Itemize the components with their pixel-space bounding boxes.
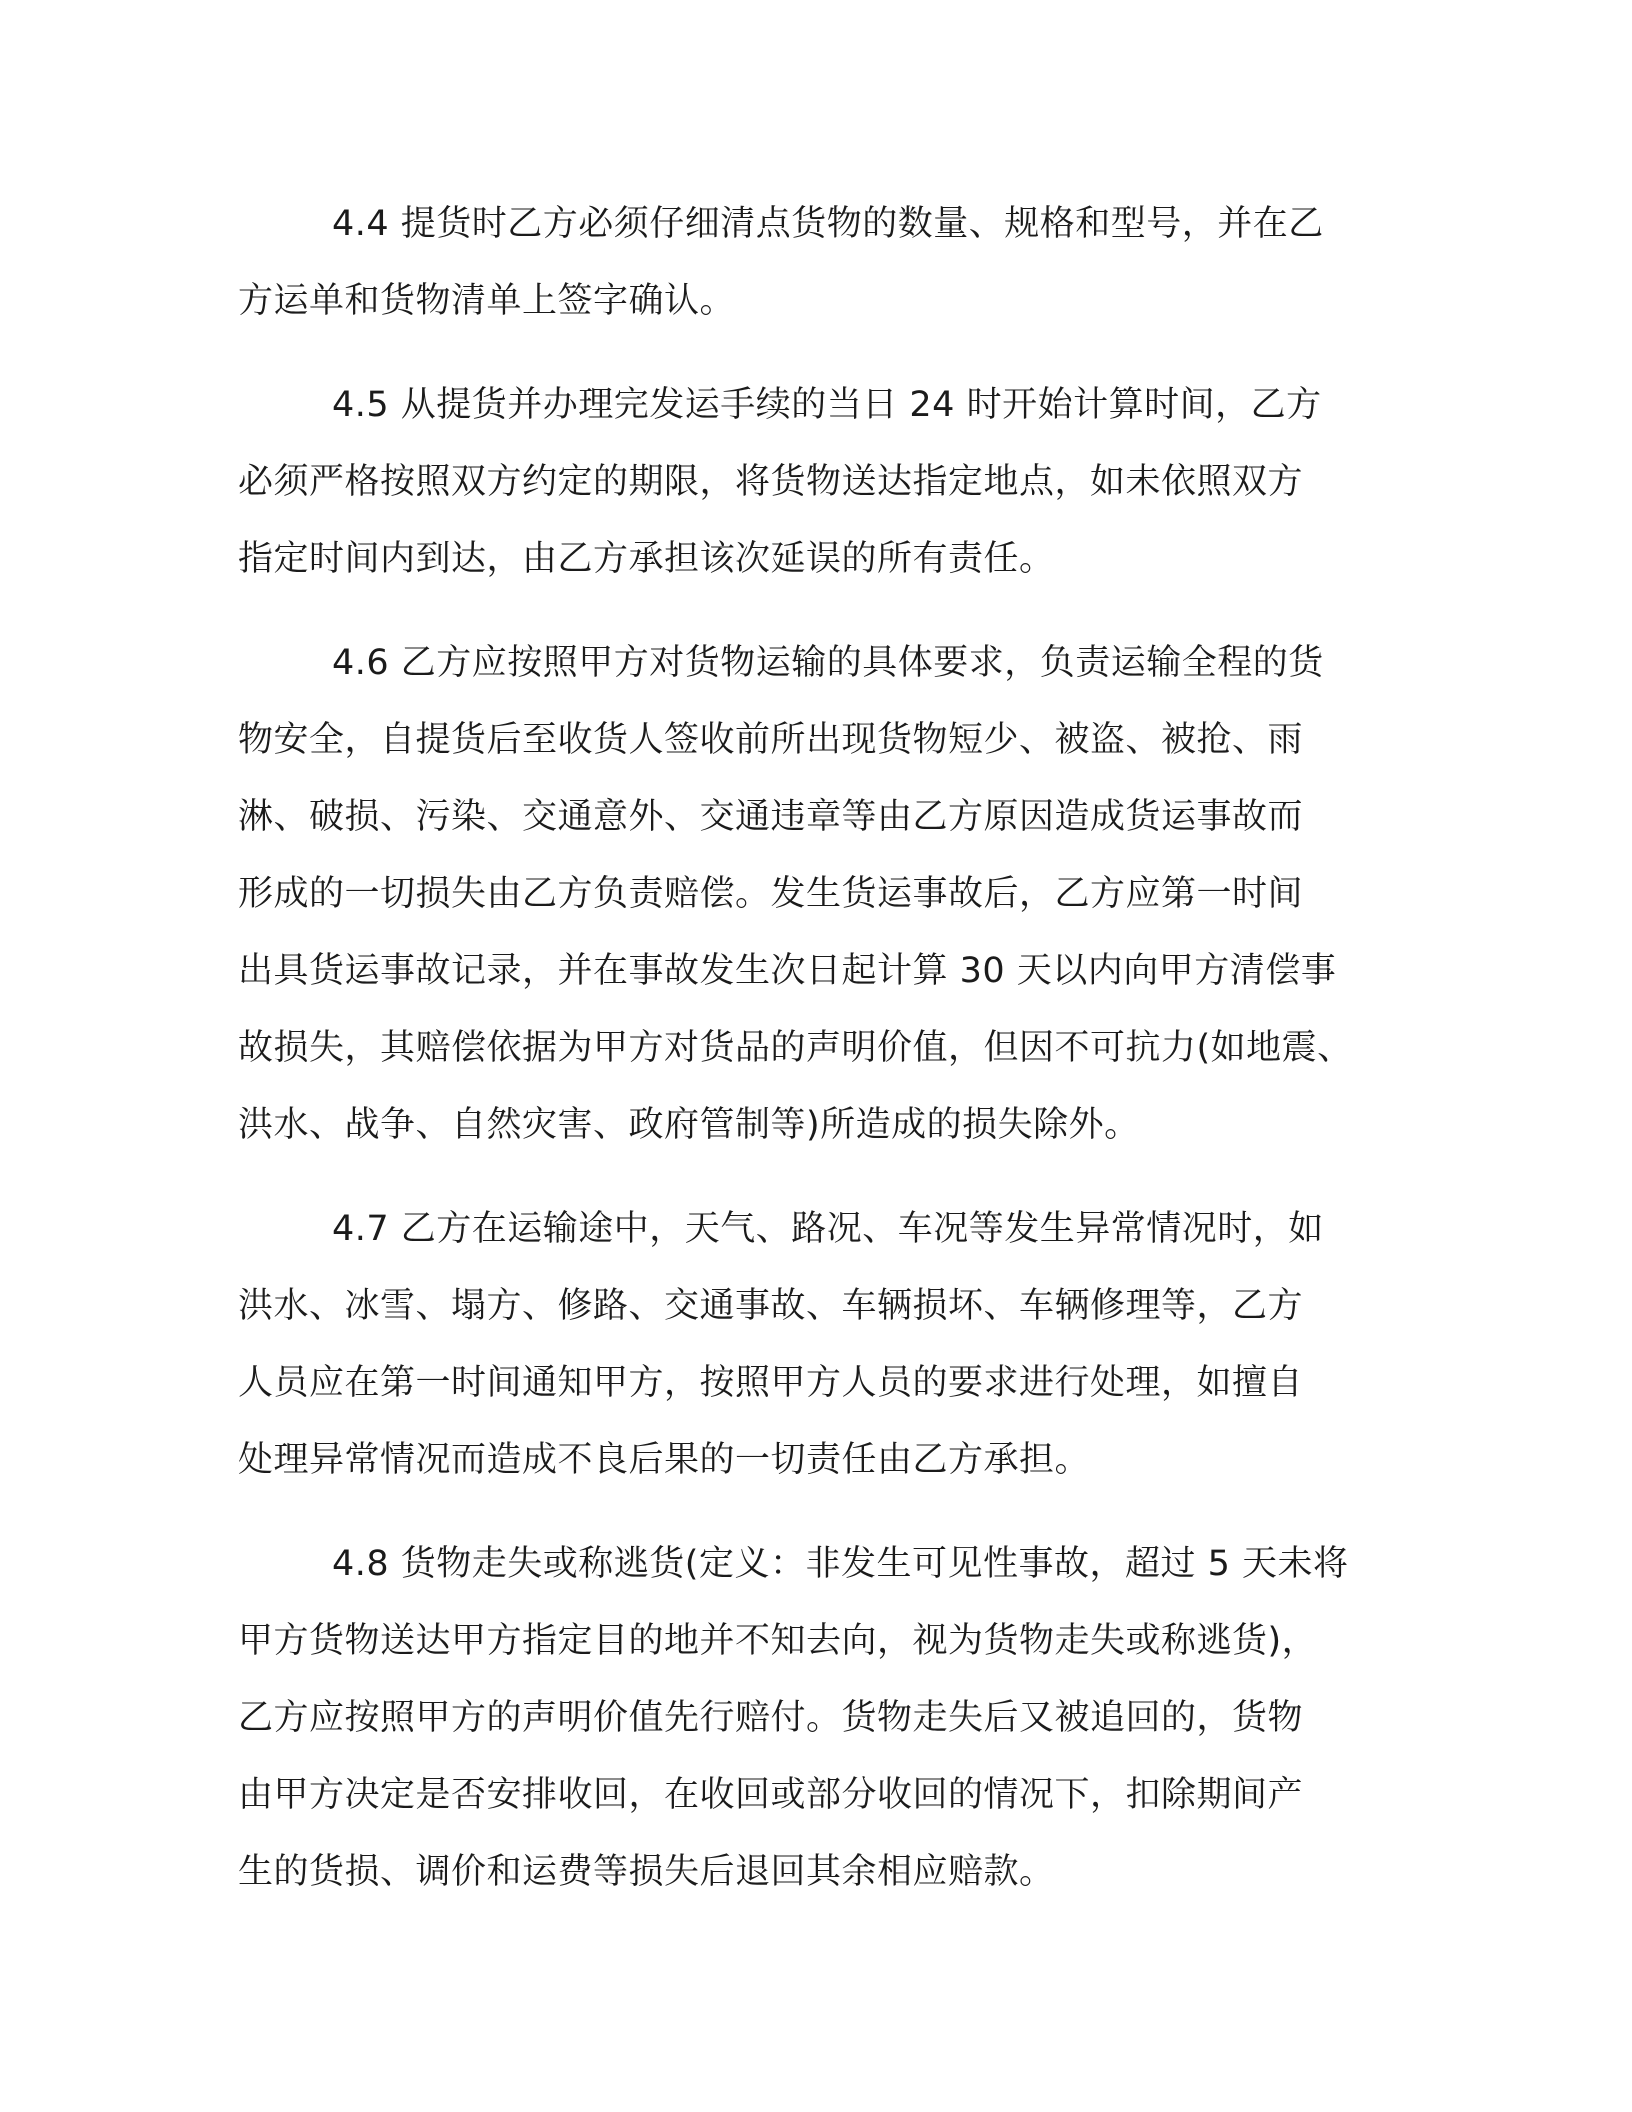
text-line: 淋、破损、污染、交通意外、交通违章等由乙方原因造成货运事故而 [238, 797, 1304, 837]
text-line: 出具货运事故记录，并在事故发生次日起计算 30 天以内向甲方清偿事 [238, 951, 1337, 991]
text-line: 由甲方决定是否安排收回，在收回或部分收回的情况下，扣除期间产 [238, 1775, 1304, 1815]
text-line: 4.6 乙方应按照甲方对货物运输的具体要求，负责运输全程的货 [332, 643, 1324, 683]
text-line: 方运单和货物清单上签字确认。 [238, 281, 736, 321]
text-line: 指定时间内到达，由乙方承担该次延误的所有责任。 [238, 539, 1055, 579]
text-line: 处理异常情况而造成不良后果的一切责任由乙方承担。 [238, 1440, 1091, 1480]
text-line: 4.8 货物走失或称逃货(定义：非发生可见性事故，超过 5 天未将 [332, 1544, 1349, 1584]
text-line: 人员应在第一时间通知甲方，按照甲方人员的要求进行处理，如擅自 [238, 1363, 1304, 1403]
text-line: 4.5 从提货并办理完发运手续的当日 24 时开始计算时间，乙方 [332, 385, 1322, 425]
clause-4-7 [238, 1191, 1388, 1499]
text-line: 物安全，自提货后至收货人签收前所出现货物短少、被盗、被抢、雨 [238, 720, 1304, 760]
clause-4-8 [238, 1526, 1388, 1911]
clause-4-4 [238, 186, 1388, 340]
clause-4-5 [238, 367, 1388, 598]
text-line: 洪水、冰雪、塌方、修路、交通事故、车辆损坏、车辆修理等，乙方 [238, 1286, 1304, 1326]
text-line: 形成的一切损失由乙方负责赔偿。发生货运事故后，乙方应第一时间 [238, 874, 1304, 914]
clause-4-6 [238, 625, 1388, 1164]
text-line: 4.4 提货时乙方必须仔细清点货物的数量、规格和型号，并在乙 [332, 204, 1324, 244]
text-line: 故损失，其赔偿依据为甲方对货品的声明价值，但因不可抗力(如地震、 [238, 1028, 1353, 1068]
text-line: 洪水、战争、自然灾害、政府管制等)所造成的损失除外。 [238, 1105, 1140, 1145]
document-body [238, 186, 1388, 1938]
text-line: 乙方应按照甲方的声明价值先行赔付。货物走失后又被追回的，货物 [238, 1698, 1304, 1738]
text-line: 4.7 乙方在运输途中，天气、路况、车况等发生异常情况时，如 [332, 1209, 1324, 1249]
text-line: 必须严格按照双方约定的期限，将货物送达指定地点，如未依照双方 [238, 462, 1304, 502]
text-line: 生的货损、调价和运费等损失后退回其余相应赔款。 [238, 1852, 1055, 1892]
text-line: 甲方货物送达甲方指定目的地并不知去向，视为货物走失或称逃货)， [238, 1621, 1318, 1661]
